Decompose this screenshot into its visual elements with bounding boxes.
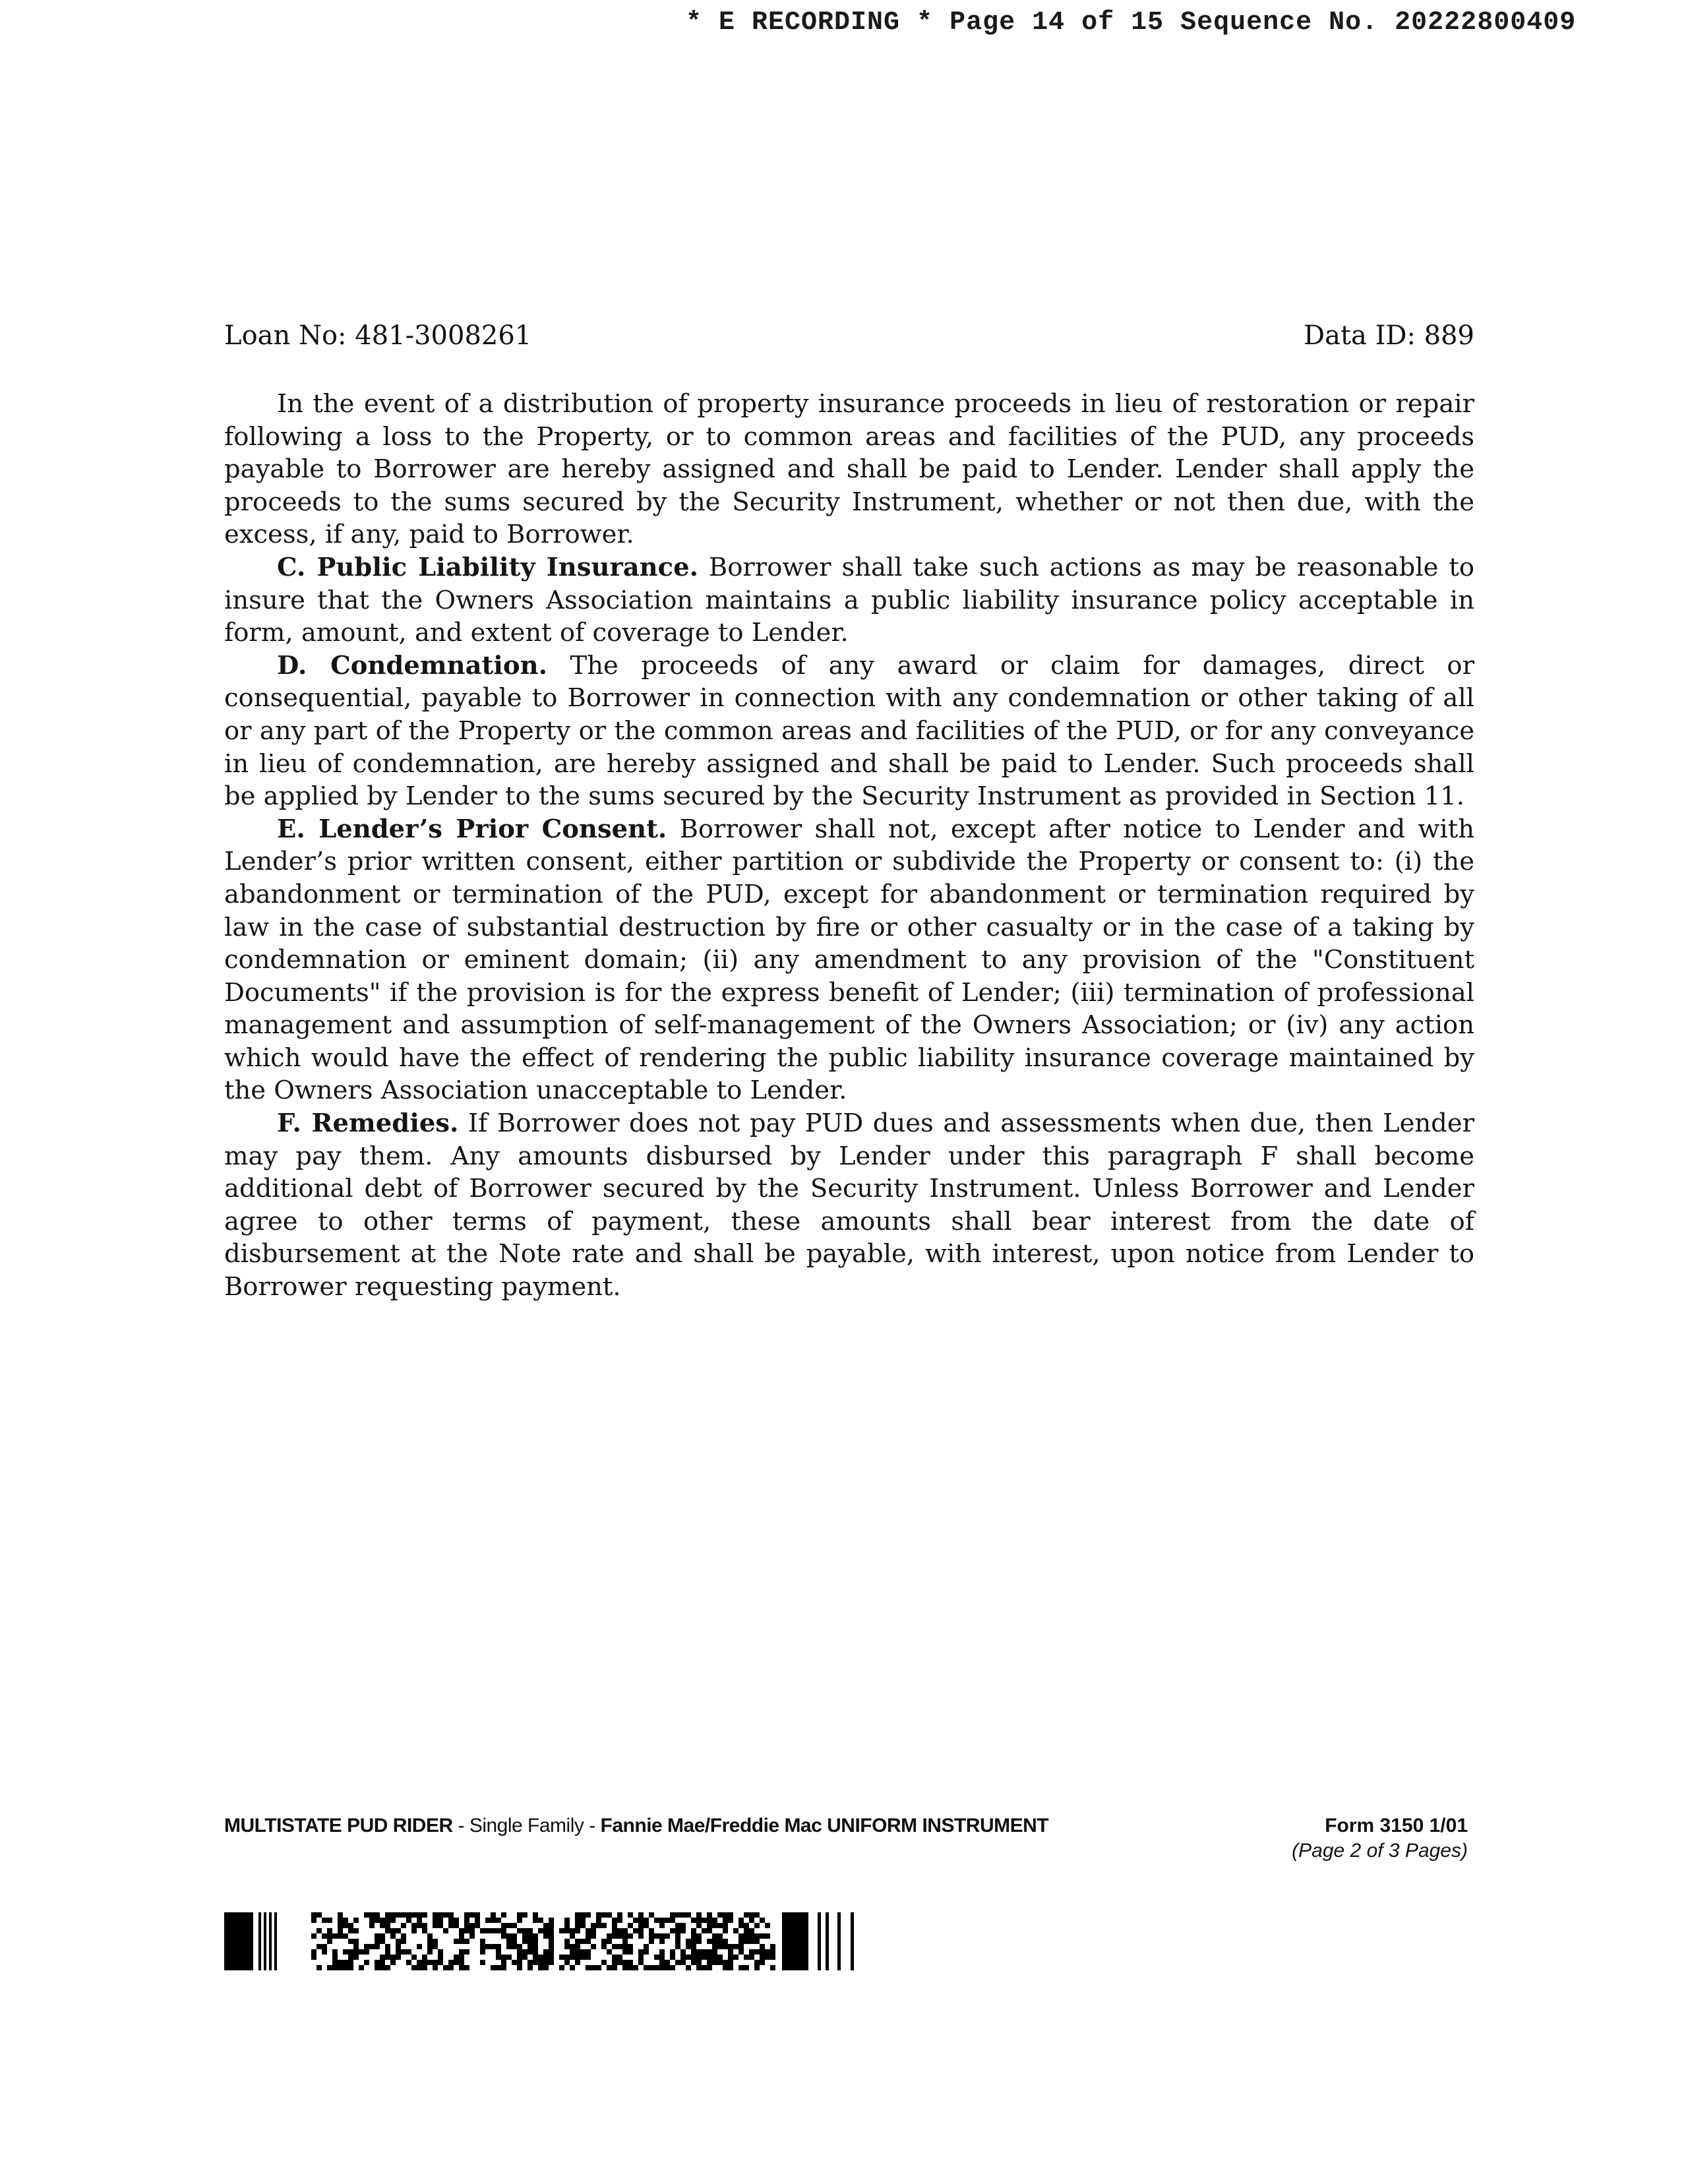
paragraph-prior-consent	[224, 813, 1474, 1107]
paragraph-public-liability	[224, 551, 1474, 650]
form-number: Form 3150 1/01	[1325, 1815, 1468, 1836]
section-heading-f: F. Remedies.	[277, 1108, 459, 1139]
section-heading-d: D. Condemnation.	[277, 650, 547, 681]
barcode-bars	[224, 1912, 854, 1970]
footer-form-info	[1292, 1815, 1468, 1862]
recording-header: * E RECORDING * Page 14 of 15 Sequence No. 20222800409	[686, 8, 1577, 38]
page-count: (Page 2 of 3 Pages)	[1292, 1840, 1468, 1862]
section-heading-c: C. Public Liability Insurance.	[277, 552, 699, 582]
rider-body	[224, 388, 1474, 1304]
footer-title-instrument: Fannie Mae/Freddie Mac UNIFORM INSTRUMENT	[600, 1815, 1049, 1836]
loan-number: Loan No: 481-3008261	[224, 320, 532, 351]
footer-title-rider: MULTISTATE PUD RIDER	[224, 1815, 453, 1836]
paragraph-text: The proceeds of any award or claim for damages, direct or consequential, payable to Borrower in connection with any condemnation or other taking of all or any part of the Property or the common areas and facilities of the PUD, or for any conveyance in lieu of condemnation, are hereby assigned and shall be paid to Lender. Such proceeds shall be applied by Lender to the sums secured by the Security Instrument as provided in Section 11.	[224, 650, 1474, 812]
data-id: Data ID: 889	[1304, 320, 1474, 351]
footer-title-family: - Single Family -	[452, 1815, 601, 1836]
paragraph-text: In the event of a distribution of property insurance proceeds in lieu of restoration or repair following a loss to the Property, or to common areas and facilities of the PUD, any proceeds payable to Borrower are hereby assigned and shall be paid to Lender. Lender shall apply the proceeds to the sums secured by the Security Instrument, whether or not then due, with the excess, if any, paid to Borrower.	[224, 389, 1474, 550]
paragraph-remedies	[224, 1107, 1474, 1304]
paragraph-text: Borrower shall take such actions as may be reasonable to insure that the Owners Association maintains a public liability insurance policy acceptable in form, amount, and extent of coverage to Lender.	[224, 552, 1474, 648]
footer-form-title	[224, 1815, 1147, 1837]
paragraph-text: Borrower shall not, except after notice to Lender and with Lender’s prior written consent, either partition or subdivide the Property or consent to: (i) the abandonment or termination of the PUD, except for abandonment or termination required by law in the case of substantial destruction by fire or other casualty or in the case of a taking by condemnation or eminent domain; (ii) any amendment to any provision of the "Constituent Documents" if the provision is for the express benefit of Lender; (iii) termination of professional management and assumption of self-management of the Owners Association; or (iv) any action which would have the effect of rendering the public liability insurance coverage maintained by the Owners Association unacceptable to Lender.	[224, 814, 1474, 1106]
paragraph-insurance-proceeds	[224, 388, 1474, 551]
section-heading-e: E. Lender’s Prior Consent.	[277, 814, 667, 844]
paragraph-text: If Borrower does not pay PUD dues and assessments when due, then Lender may pay them. Any amounts disbursed by Lender under this paragraph F shall become additional debt of Borrower secured by the Security Instrument. Unless Borrower and Lender agree to other terms of payment, these amounts shall bear interest from the date of disbursement at the Note rate and shall be payable, with interest, upon notice from Lender to Borrower requesting payment.	[224, 1108, 1475, 1302]
loan-info-row	[224, 320, 1474, 360]
paragraph-condemnation	[224, 650, 1474, 813]
barcode-image	[224, 1912, 884, 1970]
